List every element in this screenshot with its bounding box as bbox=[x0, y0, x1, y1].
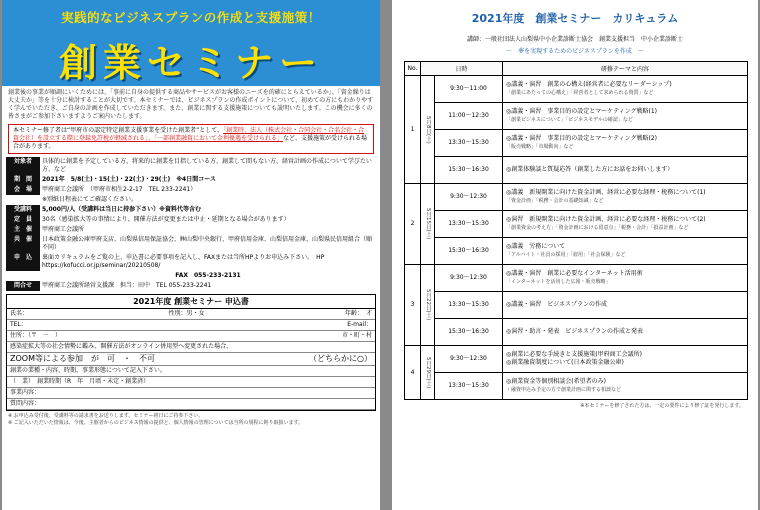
session-date: 5月8日(土) bbox=[421, 76, 435, 184]
session-topic: ◎講義・演習 事業目的の設定とマーケティング戦略(2) bbox=[506, 135, 658, 142]
session-number: 2 bbox=[405, 184, 421, 265]
info-label bbox=[6, 271, 40, 281]
session-content bbox=[503, 238, 748, 265]
session-number: 3 bbox=[405, 265, 421, 346]
session-topic: ◎創業資金等個別相談会(希望者のみ) bbox=[506, 378, 606, 385]
curriculum-row bbox=[405, 373, 748, 400]
benefits-box bbox=[8, 124, 374, 154]
curriculum-row bbox=[405, 103, 748, 130]
form-row[interactable] bbox=[7, 353, 375, 366]
session-content bbox=[503, 103, 748, 130]
session-date: 5月22日(土) bbox=[421, 265, 435, 346]
motto-line: ～ 夢を実現するためのビジネスプランを作成 ～ bbox=[506, 48, 644, 55]
session-content bbox=[503, 319, 748, 346]
session-date: 5月15日(土) bbox=[421, 184, 435, 265]
seminar-info-table bbox=[6, 157, 376, 291]
info-value: 30名（感染拡大等の事情により、開催方法が変更または中止・延期となる場合があります） bbox=[42, 216, 290, 223]
form-notes: ※ お申込み受付後、受講料等の請求書をお送りします。セミナー初日にご持参下さい。 ※ ご記入いただいた情報は、今後、主催者からのビジネス情報の提供と、個人情報の管理については当所の規程に則り取扱います。 bbox=[8, 413, 304, 426]
session-topic: ◎創業に必要な手続きと支援施策(甲府商工会議所) ◎創業融資制度について(日本政策金融公庫) bbox=[506, 351, 642, 366]
curriculum-title: 2021年度 創業セミナー カリキュラム bbox=[471, 12, 679, 25]
session-number: 1 bbox=[405, 76, 421, 184]
form-field-label: TEL： bbox=[10, 321, 27, 328]
session-detail: ・融資申込み予定の方で創業計画に関する相談など bbox=[506, 387, 622, 393]
form-row[interactable] bbox=[7, 377, 375, 388]
info-value: 日本政策金融公庫甲府支店、山梨県信用保証協会、㈱山梨中央銀行、甲府信用金庫、山梨信用金庫、山梨県民信用組合（順不同） bbox=[42, 236, 373, 251]
intro-paragraph: 創業後の事業が順調にいくためには、「事前に自身の提供する商品やサービスがお客様のニーズを的確にとらえているか」、「資金繰りは大丈夫か」等を十分に検討することが大切です。本セミナーでは、ビジネスプランの作成ポイントについて、初めての方にもわかりやすく学んでいただき、ご自身の計画を作成していただきます。また、創業に関する支援施策についても説明いたします。この機会に多くの皆さまがご参加下さいますようご案内いたします。 bbox=[8, 89, 374, 120]
session-time: 13:30～15:30 bbox=[435, 211, 503, 238]
session-detail: 「創業ビジネスについて」「ビジネスモデルの確認」など bbox=[506, 117, 633, 123]
flyer-title: 創業セミナー bbox=[58, 41, 323, 85]
session-content bbox=[503, 265, 748, 292]
info-value: 具体的に創業を予定している方、将来的に創業を目指している方、創業して間もない方、経営計画の作成について学びたい方、など bbox=[42, 158, 372, 173]
lecturer-line: 講師：一般社団法人山梨県中小企業診断士協会 創業支援担当 中小企業診断士 bbox=[466, 36, 683, 43]
info-label: 共 催 bbox=[6, 235, 40, 253]
curriculum-row bbox=[405, 238, 748, 265]
session-time: 9:30～12:30 bbox=[435, 346, 503, 373]
session-topic: ◎講義 労務について bbox=[506, 243, 566, 250]
form-field-label: （どちらかに○） bbox=[309, 354, 372, 363]
form-field-label: 質問内容： bbox=[10, 400, 41, 407]
form-field-label: 氏名： bbox=[10, 310, 29, 317]
header-content: 研修テーマと内容 bbox=[503, 62, 748, 76]
info-value: 甲府商工会議所 bbox=[42, 226, 85, 233]
session-date: 5月29日(土) bbox=[421, 346, 435, 400]
info-label: 定 員 bbox=[6, 215, 40, 225]
form-field-label: ZOOM等による参加 が 可 ・ 不可 bbox=[10, 354, 155, 363]
info-row bbox=[6, 205, 376, 215]
session-time: 11:00～12:30 bbox=[435, 103, 503, 130]
header-date: 日時 bbox=[421, 62, 503, 76]
session-time: 9:30～11:00 bbox=[435, 76, 503, 103]
session-number: 4 bbox=[405, 346, 421, 400]
form-field-label: 市・町・村 bbox=[341, 332, 372, 339]
session-time: 13:30～15:30 bbox=[435, 130, 503, 157]
session-topic: ◎講義・演習 事業目的の設定とマーケティング戦略(1) bbox=[506, 108, 658, 115]
curriculum-row bbox=[405, 319, 748, 346]
session-time: 13:30～15:30 bbox=[435, 373, 503, 400]
form-row[interactable] bbox=[7, 388, 375, 399]
form-title: 2021年度 創業セミナー 申込書 bbox=[7, 295, 375, 309]
info-row bbox=[6, 195, 376, 205]
info-label: 申 込 bbox=[6, 253, 40, 271]
info-label: 対象者 bbox=[6, 157, 40, 175]
curriculum-row bbox=[405, 76, 748, 103]
form-row[interactable] bbox=[7, 342, 375, 353]
form-row[interactable] bbox=[7, 320, 375, 331]
session-content bbox=[503, 130, 748, 157]
info-row bbox=[6, 157, 376, 175]
session-detail: 「アルバイト・社員の採用」「雇用」「社会保険」など bbox=[506, 252, 626, 258]
curriculum-row bbox=[405, 346, 748, 373]
session-time: 15:30～16:30 bbox=[435, 157, 503, 184]
info-value: 2021年 5/8(土)・15(土)・22(土)・29(土) ※4日間コース bbox=[42, 176, 216, 183]
session-detail: 「資金計画」「税務・会計の基礎知識」など bbox=[506, 198, 604, 204]
session-time: 13:30～15:30 bbox=[435, 292, 503, 319]
session-time: 15:30～16:30 bbox=[435, 238, 503, 265]
info-value: 甲府商工会議所経営支援課 担当：田中 TEL 055-233-2241 bbox=[42, 282, 212, 289]
curriculum-page bbox=[392, 0, 758, 510]
info-row bbox=[6, 175, 376, 185]
form-field-label: 感染症拡大等の社会情勢に鑑み、開催方法がオンライン併用型へ変更された場合、 bbox=[10, 343, 233, 350]
curriculum-row bbox=[405, 157, 748, 184]
session-content bbox=[503, 211, 748, 238]
info-row bbox=[6, 281, 376, 291]
session-topic: ◎演習 新規開業に向けた資金計画、経営に必要な経理・税務について(2) bbox=[506, 216, 706, 223]
info-value: FAX 055-233-2131 bbox=[175, 272, 241, 279]
form-field-label: 事業内容： bbox=[10, 389, 41, 396]
session-content bbox=[503, 373, 748, 400]
form-field-label: 年齢： 才 bbox=[344, 310, 372, 317]
session-time: 9:30～12:30 bbox=[435, 184, 503, 211]
form-row[interactable] bbox=[7, 399, 375, 410]
session-detail: 「インターネットを活用した広報・販売戦略」 bbox=[506, 279, 611, 285]
curriculum-row bbox=[405, 265, 748, 292]
info-label: 期 間 bbox=[6, 175, 40, 185]
session-detail: 「創業にあたっての心構え」「経営者として求められる資質」など bbox=[506, 90, 654, 96]
session-topic: ◎演習・助言・発表 ビジネスプランの作成と発表 bbox=[506, 328, 644, 335]
header-no: No. bbox=[405, 62, 421, 76]
session-detail: 「創業資金の考え方」「資金計画における留意点」「税務・会計」「損益計画」など bbox=[506, 225, 689, 231]
info-label bbox=[6, 195, 40, 205]
info-label: 問合せ bbox=[6, 281, 40, 291]
session-time: 9:30～12:30 bbox=[435, 265, 503, 292]
form-row[interactable] bbox=[7, 309, 375, 320]
info-label: 受講料 bbox=[6, 205, 40, 215]
session-content bbox=[503, 76, 748, 103]
session-topic: ◎講義 新規開業に向けた資金計画、経営に必要な経理・税務について(1) bbox=[506, 189, 706, 196]
info-row bbox=[6, 185, 376, 195]
info-row bbox=[6, 215, 376, 225]
application-form bbox=[6, 294, 376, 411]
curriculum-footnote: ※本セミナーを修了された方は、一定の要件により修了証を発行します。 bbox=[580, 403, 744, 409]
info-row bbox=[6, 235, 376, 253]
info-value: 5,000円/人（受講料は当日に持参下さい）※資料代等含む bbox=[42, 206, 202, 213]
curriculum-table bbox=[404, 61, 748, 400]
form-field-label: 創業の業種・内容、時期、事業形態について記入下さい。 bbox=[10, 367, 166, 374]
form-field-label: 性別：男・女 bbox=[168, 310, 205, 317]
benefits-highlight: 「創業時、法人（株式会社・合同会社・合名会社・合資会社）を設立する際に登録免許税が軽減される」、「一部創業融資において金利優遇を受けられる」 bbox=[13, 127, 365, 142]
benefits-pre: 本セミナー修了者は“甲府市の認定特定創業支援事業を受けた創業者”として、 bbox=[13, 127, 224, 134]
info-value: 裏面カリキュラムをご覧の上、申込書に必要事項を記入し、FAXまたは当所HPよりお申込み下さい。 HP https://kofucci.or.jp/seminar/20210508/ bbox=[42, 254, 325, 269]
session-topic: ◎講義・演習 ビジネスプランの作成 bbox=[506, 301, 608, 308]
session-content bbox=[503, 157, 748, 184]
form-field-label: 住所：（〒 － ） bbox=[10, 332, 62, 339]
form-field-label: （ 業） 創業時期（R 年 月頃・未定・創業済） bbox=[10, 378, 150, 385]
form-row[interactable] bbox=[7, 366, 375, 377]
benefits-post: など、支援施策が受けられる場合があります。 bbox=[13, 135, 368, 150]
info-row bbox=[6, 253, 376, 271]
curriculum-row bbox=[405, 130, 748, 157]
info-row bbox=[6, 271, 376, 281]
flyer-header bbox=[2, 0, 380, 86]
flyer-subtitle: 実践的なビジネスプランの作成と支援施策！ bbox=[61, 10, 321, 25]
seminar-flyer-page bbox=[2, 0, 380, 510]
session-content bbox=[503, 292, 748, 319]
session-content bbox=[503, 184, 748, 211]
curriculum-row bbox=[405, 292, 748, 319]
info-label: 会 場 bbox=[6, 185, 40, 195]
session-content bbox=[503, 346, 748, 373]
info-value: ※別紙日程表にてご確認ください。 bbox=[42, 196, 138, 203]
session-time: 15:30～16:30 bbox=[435, 319, 503, 346]
info-label: 主 催 bbox=[6, 225, 40, 235]
info-row bbox=[6, 225, 376, 235]
session-detail: 「販売戦略」「市場動向」など bbox=[506, 144, 574, 150]
session-topic: ◎創業体験談と質疑応答（創業した方にお話をお伺いします） bbox=[506, 166, 674, 173]
form-row[interactable] bbox=[7, 331, 375, 342]
session-topic: ◎講義・演習 創業に必要なインターネット活用術 bbox=[506, 270, 643, 277]
curriculum-row bbox=[405, 184, 748, 211]
form-field-label: E-mail： bbox=[347, 321, 372, 328]
info-value: 甲府商工会議所 （甲府市相生2-2-17 TEL 233-2241） bbox=[42, 186, 197, 193]
session-topic: ◎講義・演習 創業の心構え(経営者に必要なリーダーシップ) bbox=[506, 81, 672, 88]
curriculum-row bbox=[405, 211, 748, 238]
